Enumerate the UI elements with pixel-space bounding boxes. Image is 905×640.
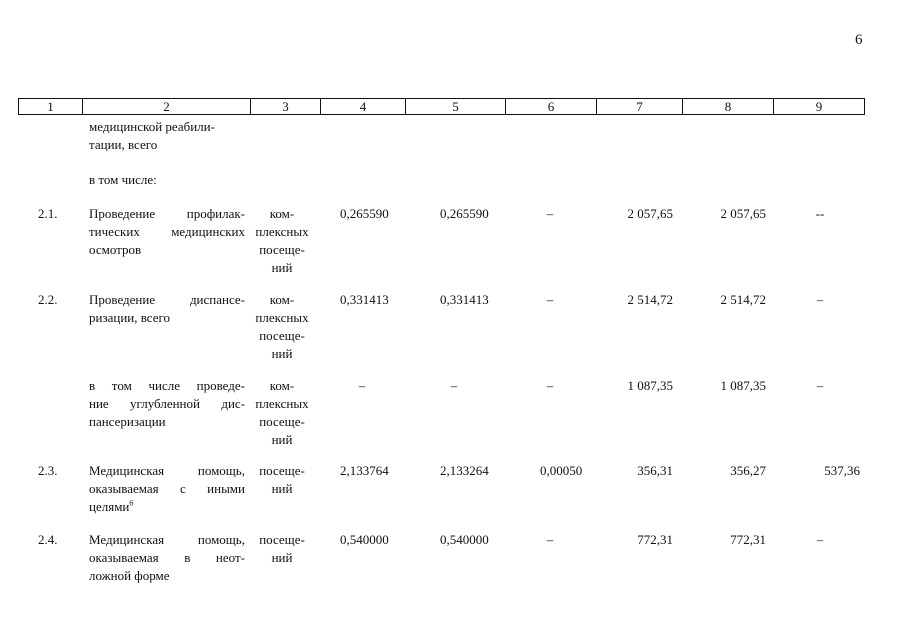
row-description — [89, 205, 245, 259]
table-header — [18, 98, 865, 115]
cell-col7: 2 057,65 — [627, 206, 673, 221]
cell-col6: – — [546, 292, 554, 307]
cell-col9: – — [816, 378, 824, 393]
header-cell: 1 — [19, 99, 83, 115]
unit-line: посеще- — [259, 328, 305, 343]
cell-col6: 0,00050 — [540, 463, 583, 478]
unit-line: ний — [271, 432, 293, 447]
page-number: 6 — [855, 32, 863, 48]
description-line: ложной форме — [89, 568, 170, 583]
cell-col9: -- — [815, 206, 825, 221]
unit-line: посеще- — [259, 532, 305, 547]
unit-line: посеще- — [259, 463, 305, 478]
cell-col6: – — [546, 378, 554, 393]
cell-col5: 0,540000 — [440, 532, 489, 547]
description-line: в том числе проведе- — [89, 378, 245, 393]
row-unit — [250, 291, 314, 363]
cell-col5: 2,133264 — [440, 463, 489, 478]
header-cell: 9 — [774, 99, 865, 115]
row-unit — [250, 462, 314, 498]
intro-line: медицинской реабили- — [89, 119, 215, 134]
row-number: 2.3. — [38, 463, 58, 478]
header-cell: 7 — [597, 99, 683, 115]
description-line: оказываемая в неот- — [89, 550, 245, 565]
unit-line: плексных — [255, 224, 309, 239]
row-description — [89, 291, 245, 327]
cell-col7: 772,31 — [637, 532, 673, 547]
description-line: пансеризации — [89, 414, 166, 429]
header-row — [19, 99, 865, 115]
row-number: 2.1. — [38, 206, 58, 221]
cell-col9: – — [816, 292, 824, 307]
intro-subtitle: в том числе: — [89, 172, 157, 187]
intro-line: тации, всего — [89, 137, 158, 152]
description-line: тических медицинских — [89, 224, 245, 239]
cell-col7: 2 514,72 — [627, 292, 673, 307]
header-cell: 3 — [251, 99, 321, 115]
description-line: Проведение профилак- — [89, 206, 245, 221]
description-text: целями — [89, 499, 130, 514]
cell-col7: 356,31 — [637, 463, 673, 478]
cell-col8: 1 087,35 — [720, 378, 766, 393]
cell-col4: 0,540000 — [340, 532, 389, 547]
row-description — [89, 377, 245, 431]
footnote-mark: 6 — [129, 498, 134, 508]
cell-col4: – — [358, 378, 366, 393]
unit-line: ний — [271, 550, 293, 565]
row-number: 2.2. — [38, 292, 58, 307]
unit-line: ний — [271, 346, 293, 361]
unit-line: посеще- — [259, 242, 305, 257]
header-cell: 2 — [83, 99, 251, 115]
cell-col5: 0,265590 — [440, 206, 489, 221]
description-line: ние углубленной дис- — [89, 396, 245, 411]
unit-line: ний — [271, 481, 293, 496]
description-line: Медицинская помощь, — [89, 463, 245, 478]
header-cell: 5 — [406, 99, 506, 115]
cell-col6: – — [546, 532, 554, 547]
cell-col4: 2,133764 — [340, 463, 389, 478]
unit-line: посеще- — [259, 414, 305, 429]
row-description — [89, 462, 245, 516]
cell-col8: 356,27 — [730, 463, 766, 478]
cell-col5: – — [450, 378, 458, 393]
unit-line: ком- — [269, 292, 295, 307]
cell-col7: 1 087,35 — [627, 378, 673, 393]
cell-col8: 772,31 — [730, 532, 766, 547]
unit-line: ний — [271, 260, 293, 275]
description-line: оказываемая с иными — [89, 481, 245, 496]
unit-line: ком- — [269, 206, 295, 221]
description-line: Проведение диспансе- — [89, 292, 245, 307]
cell-col5: 0,331413 — [440, 292, 489, 307]
header-cell: 6 — [506, 99, 597, 115]
row-unit — [250, 531, 314, 567]
header-cell: 4 — [321, 99, 406, 115]
cell-col6: – — [546, 206, 554, 221]
description-line — [89, 498, 245, 516]
description-line: осмотров — [89, 242, 142, 257]
description-line: ризации, всего — [89, 310, 171, 325]
unit-line: ком- — [269, 378, 295, 393]
cell-col9: 537,36 — [824, 463, 860, 478]
row-unit — [250, 377, 314, 449]
row-description — [89, 531, 245, 585]
description-line: Медицинская помощь, — [89, 532, 245, 547]
row-unit — [250, 205, 314, 277]
row-number: 2.4. — [38, 532, 58, 547]
header-cell: 8 — [683, 99, 774, 115]
cell-col8: 2 514,72 — [720, 292, 766, 307]
intro-text — [89, 118, 245, 154]
unit-line: плексных — [255, 310, 309, 325]
cell-col4: 0,265590 — [340, 206, 389, 221]
unit-line: плексных — [255, 396, 309, 411]
cell-col8: 2 057,65 — [720, 206, 766, 221]
cell-col9: – — [816, 532, 824, 547]
cell-col4: 0,331413 — [340, 292, 389, 307]
